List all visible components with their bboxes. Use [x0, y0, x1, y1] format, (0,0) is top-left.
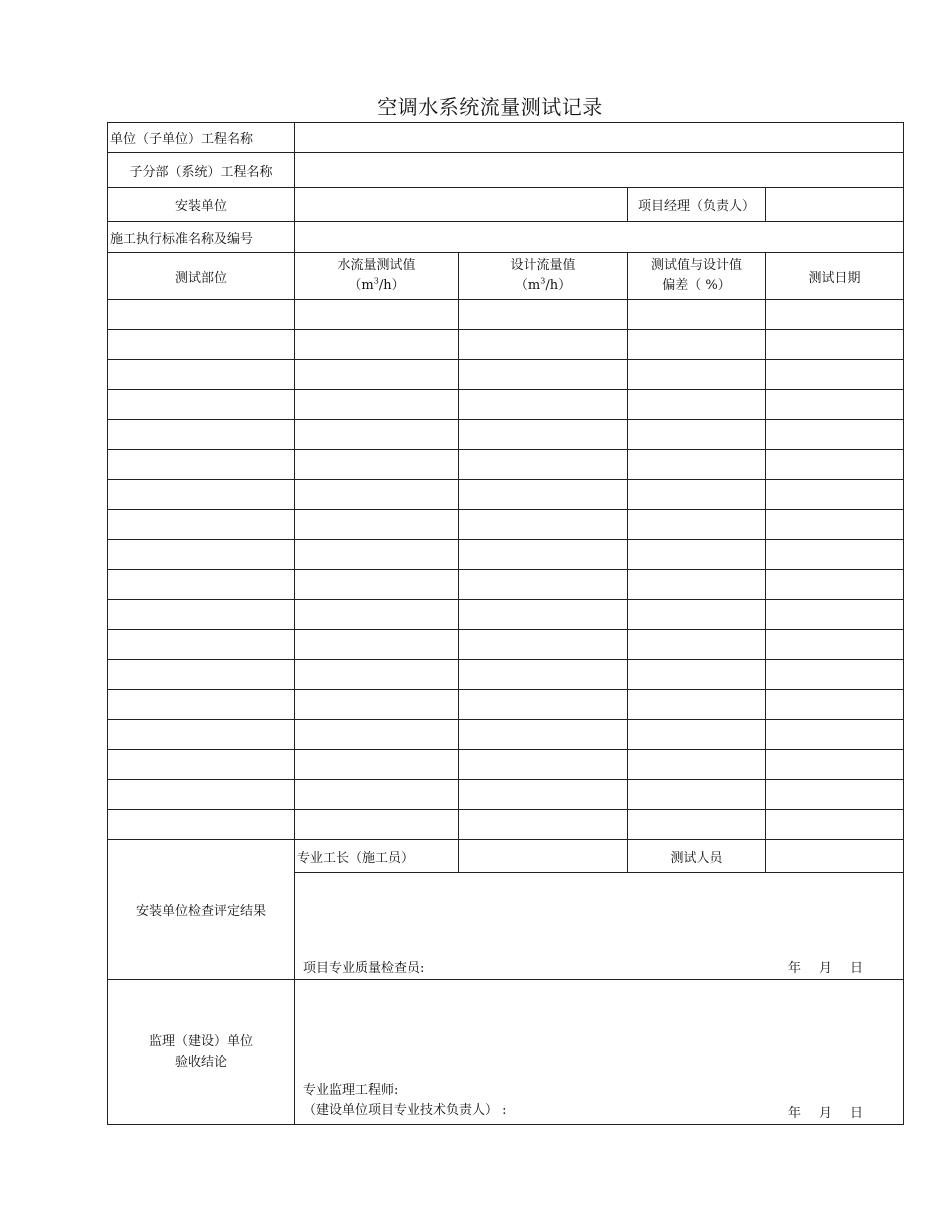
- table-row: [108, 450, 904, 480]
- cell-design[interactable]: [459, 750, 628, 780]
- cell-location[interactable]: [108, 300, 295, 330]
- cell-design[interactable]: [459, 510, 628, 540]
- cell-measured[interactable]: [295, 660, 459, 690]
- cell-date[interactable]: [766, 480, 904, 510]
- cell-location[interactable]: [108, 690, 295, 720]
- cell-measured[interactable]: [295, 750, 459, 780]
- table-row: [108, 510, 904, 540]
- cell-design[interactable]: [459, 540, 628, 570]
- cell-location[interactable]: [108, 390, 295, 420]
- col-header-deviation: 测试值与设计值 偏差（ %）: [628, 253, 766, 300]
- supervision-engineer-label: 专业监理工程师: （建设单位项目专业技术负责人） :: [303, 1083, 507, 1118]
- cell-deviation[interactable]: [628, 750, 766, 780]
- subdivision-name-value[interactable]: [295, 153, 904, 188]
- cell-deviation[interactable]: [628, 510, 766, 540]
- cell-measured[interactable]: [295, 690, 459, 720]
- cell-measured[interactable]: [295, 630, 459, 660]
- cell-deviation[interactable]: [628, 300, 766, 330]
- cell-deviation[interactable]: [628, 720, 766, 750]
- cell-deviation[interactable]: [628, 330, 766, 360]
- standard-name-value[interactable]: [295, 222, 904, 253]
- cell-date[interactable]: [766, 330, 904, 360]
- table-row: [108, 780, 904, 810]
- supervision-conclusion[interactable]: [295, 980, 904, 1125]
- cell-measured[interactable]: [295, 810, 459, 840]
- row-supervision: [108, 980, 904, 1125]
- col-header-location: 测试部位: [108, 253, 295, 300]
- cell-deviation[interactable]: [628, 690, 766, 720]
- cell-date[interactable]: [766, 450, 904, 480]
- cell-location[interactable]: [108, 630, 295, 660]
- cell-location[interactable]: [108, 450, 295, 480]
- table-row: [108, 300, 904, 330]
- table-row: [108, 600, 904, 630]
- cell-measured[interactable]: [295, 570, 459, 600]
- install-unit-value[interactable]: [295, 188, 628, 222]
- cell-location[interactable]: [108, 810, 295, 840]
- cell-deviation[interactable]: [628, 420, 766, 450]
- foreman-value[interactable]: [459, 840, 628, 873]
- cell-date[interactable]: [766, 690, 904, 720]
- cell-design[interactable]: [459, 660, 628, 690]
- cell-date[interactable]: [766, 570, 904, 600]
- cell-measured[interactable]: [295, 360, 459, 390]
- row-signatures: [108, 840, 904, 873]
- project-manager-label: 项目经理（负责人）: [628, 188, 766, 222]
- cell-design[interactable]: [459, 720, 628, 750]
- cell-location[interactable]: [108, 780, 295, 810]
- unit-project-name-value[interactable]: [295, 123, 904, 153]
- cell-location[interactable]: [108, 480, 295, 510]
- tester-value[interactable]: [766, 840, 904, 873]
- subdivision-name-label: 子分部（系统）工程名称: [108, 153, 295, 188]
- foreman-label: 专业工长（施工员）: [295, 840, 459, 873]
- cell-deviation[interactable]: [628, 390, 766, 420]
- table-row: [108, 720, 904, 750]
- cell-deviation[interactable]: [628, 480, 766, 510]
- table-row: [108, 810, 904, 840]
- cell-design[interactable]: [459, 330, 628, 360]
- cell-location[interactable]: [108, 570, 295, 600]
- table-row: [108, 570, 904, 600]
- cell-design[interactable]: [459, 630, 628, 660]
- cell-date[interactable]: [766, 780, 904, 810]
- table-row: [108, 750, 904, 780]
- table-row: [108, 420, 904, 450]
- col-header-measured: 水流量测试值 $(m^3/h)$: [295, 253, 459, 300]
- table-row: [108, 330, 904, 360]
- cell-design[interactable]: [459, 360, 628, 390]
- cell-deviation[interactable]: [628, 630, 766, 660]
- cell-measured[interactable]: [295, 480, 459, 510]
- cell-deviation[interactable]: [628, 600, 766, 630]
- table-row: [108, 360, 904, 390]
- page-title: 空调水系统流量测试记录: [377, 95, 603, 119]
- tester-label: 测试人员: [628, 840, 766, 873]
- install-check-result[interactable]: [295, 873, 904, 980]
- flow-test-form: [107, 122, 904, 1125]
- unit-project-name-label: 单位（子单位）工程名称: [108, 123, 295, 153]
- cell-deviation[interactable]: [628, 810, 766, 840]
- cell-date[interactable]: [766, 720, 904, 750]
- cell-measured[interactable]: [295, 510, 459, 540]
- cell-location[interactable]: [108, 330, 295, 360]
- cell-location[interactable]: [108, 720, 295, 750]
- supervision-label: 监理（建设）单位 验收结论: [108, 980, 295, 1125]
- cell-location[interactable]: [108, 360, 295, 390]
- install-unit-label: 安装单位: [108, 188, 295, 222]
- cell-date[interactable]: [766, 540, 904, 570]
- cell-date[interactable]: [766, 630, 904, 660]
- cell-design[interactable]: [459, 420, 628, 450]
- cell-measured[interactable]: [295, 540, 459, 570]
- cell-design[interactable]: [459, 810, 628, 840]
- row-install-unit: [108, 188, 904, 222]
- cell-date[interactable]: [766, 420, 904, 450]
- cell-date[interactable]: [766, 660, 904, 690]
- cell-measured[interactable]: [295, 600, 459, 630]
- cell-location[interactable]: [108, 510, 295, 540]
- cell-deviation[interactable]: [628, 570, 766, 600]
- cell-date[interactable]: [766, 810, 904, 840]
- cell-measured[interactable]: [295, 780, 459, 810]
- cell-measured[interactable]: [295, 450, 459, 480]
- cell-measured[interactable]: [295, 300, 459, 330]
- table-row: [108, 390, 904, 420]
- cell-deviation[interactable]: [628, 780, 766, 810]
- cell-design[interactable]: [459, 600, 628, 630]
- table-row: [108, 480, 904, 510]
- cell-location[interactable]: [108, 660, 295, 690]
- col-header-date: 测试日期: [766, 253, 904, 300]
- project-manager-value[interactable]: [766, 188, 904, 222]
- table-row: [108, 630, 904, 660]
- cell-design[interactable]: [459, 450, 628, 480]
- cell-location[interactable]: [108, 600, 295, 630]
- cell-date[interactable]: [766, 600, 904, 630]
- cell-measured[interactable]: [295, 390, 459, 420]
- quality-inspector-label: 项目专业质量检查员:: [303, 961, 425, 976]
- cell-deviation[interactable]: [628, 360, 766, 390]
- cell-design[interactable]: [459, 690, 628, 720]
- cell-design[interactable]: [459, 300, 628, 330]
- cell-location[interactable]: [108, 750, 295, 780]
- cell-location[interactable]: [108, 540, 295, 570]
- row-standard: [108, 222, 904, 253]
- cell-date[interactable]: [766, 390, 904, 420]
- cell-measured[interactable]: [295, 420, 459, 450]
- cell-location[interactable]: [108, 420, 295, 450]
- cell-measured[interactable]: [295, 720, 459, 750]
- col-header-design: 设计流量值 $(m^3/h)$: [459, 253, 628, 300]
- row-column-headers: [108, 253, 904, 300]
- cell-design[interactable]: [459, 390, 628, 420]
- install-check-date: 年 月 日: [787, 961, 863, 976]
- row-subdivision: [108, 153, 904, 188]
- cell-design[interactable]: [459, 780, 628, 810]
- cell-date[interactable]: [766, 510, 904, 540]
- table-row: [108, 690, 904, 720]
- cell-measured[interactable]: [295, 330, 459, 360]
- cell-deviation[interactable]: [628, 660, 766, 690]
- cell-date[interactable]: [766, 360, 904, 390]
- table-row: [108, 660, 904, 690]
- cell-date[interactable]: [766, 750, 904, 780]
- cell-design[interactable]: [459, 570, 628, 600]
- cell-design[interactable]: [459, 480, 628, 510]
- cell-deviation[interactable]: [628, 450, 766, 480]
- standard-name-label: 施工执行标准名称及编号: [108, 222, 295, 253]
- table-row: [108, 540, 904, 570]
- cell-date[interactable]: [766, 300, 904, 330]
- row-unit-project: [108, 123, 904, 153]
- supervision-date: 年 月 日: [787, 1106, 863, 1121]
- install-check-label: 安装单位检查评定结果: [108, 840, 295, 980]
- cell-deviation[interactable]: [628, 540, 766, 570]
